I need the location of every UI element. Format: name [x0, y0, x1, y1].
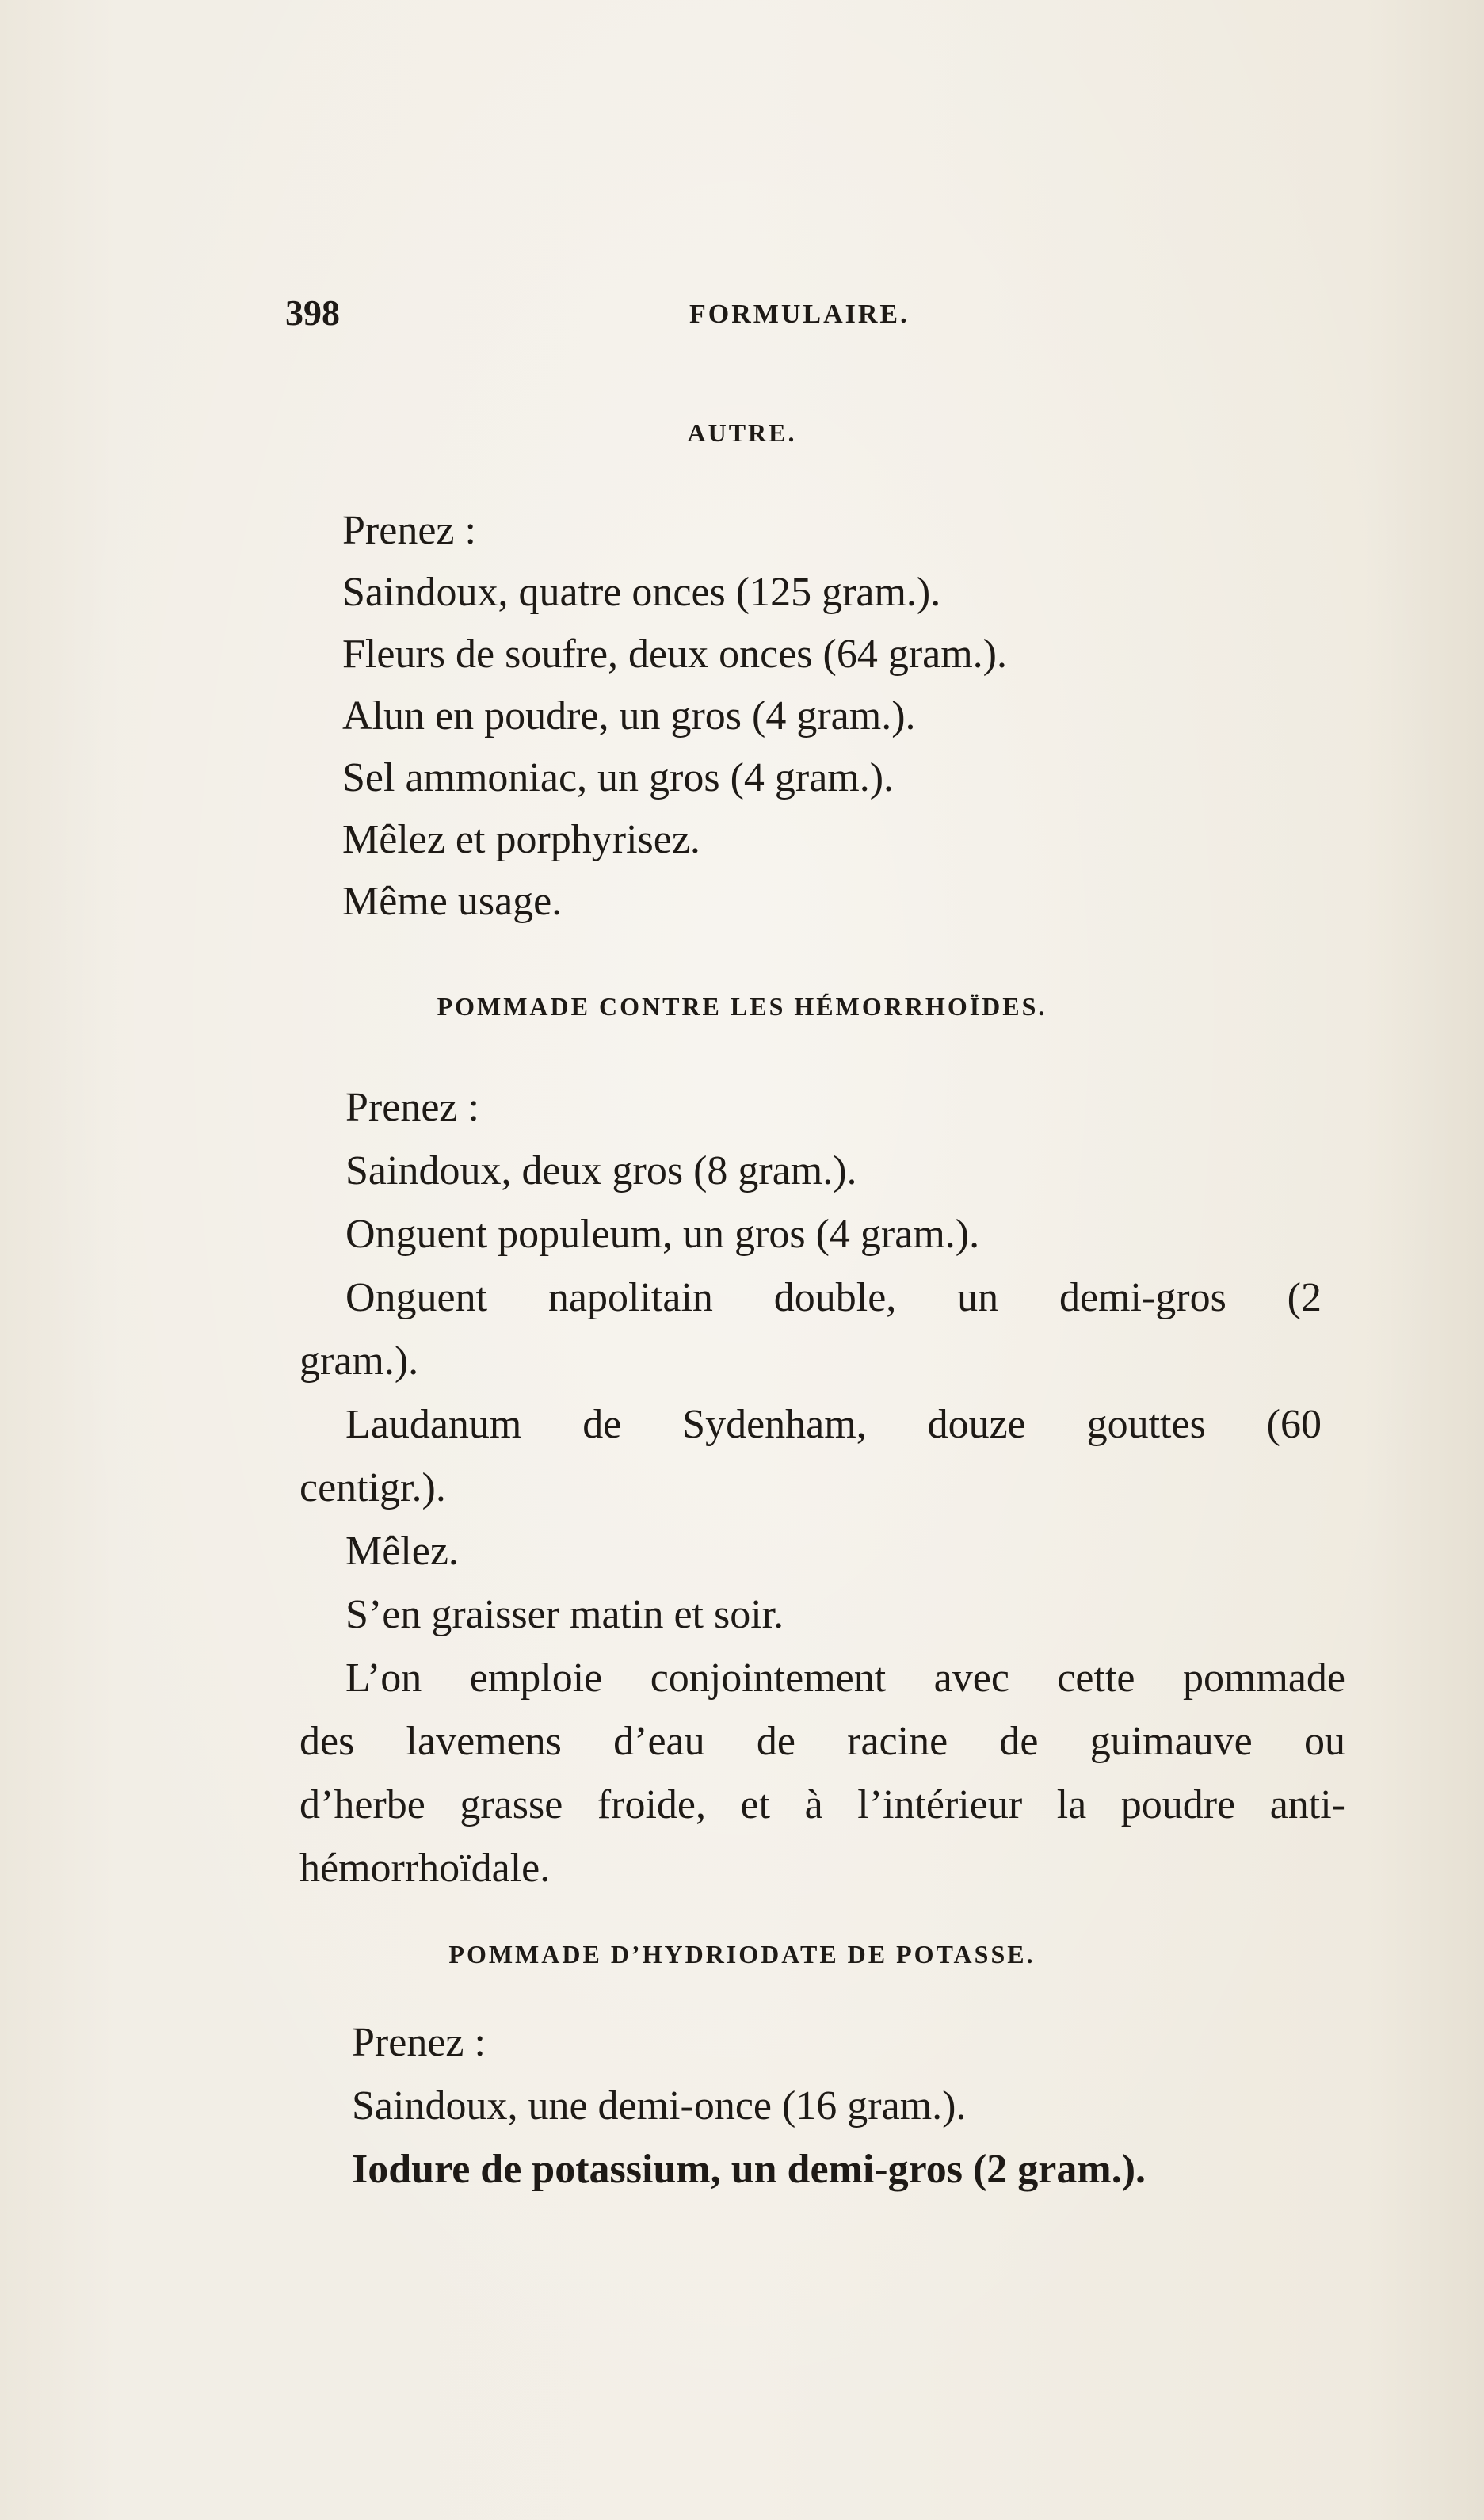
- text-line: Saindoux, quatre onces (125 gram.).: [342, 570, 941, 615]
- text-line: Mêlez et porphyrisez.: [342, 817, 700, 862]
- text-line: Prenez :: [342, 508, 476, 553]
- text-line: Iodure de potassium, un demi-gros (2 gram.).: [352, 2147, 1146, 2192]
- text-line: Prenez :: [352, 2020, 486, 2065]
- text-line: Saindoux, deux gros (8 gram.).: [345, 1148, 857, 1193]
- text-line: des lavemens d’eau de racine de guimauve ou: [299, 1719, 1345, 1764]
- text-line: Prenez :: [345, 1085, 479, 1130]
- running-head: [0, 292, 1484, 339]
- page-number: 398: [285, 292, 340, 333]
- text-line: Onguent populeum, un gros (4 gram.).: [345, 1212, 980, 1257]
- section-heading-hydriodate: POMMADE D’HYDRIODATE DE POTASSE.: [448, 1940, 1036, 1968]
- text-line: Mêlez.: [345, 1529, 459, 1574]
- text-line: Onguent napolitain double, un demi-gros (2: [345, 1275, 1322, 1320]
- text-line: Alun en poudre, un gros (4 gram.).: [342, 693, 916, 739]
- text-line: Saindoux, une demi-once (16 gram.).: [352, 2083, 967, 2129]
- section-heading-autre: AUTRE.: [687, 418, 797, 447]
- text-line: Sel ammoniac, un gros (4 gram.).: [342, 755, 895, 800]
- text-line: L’on emploie conjointement avec cette pommade: [345, 1655, 1345, 1701]
- text-line: Fleurs de soufre, deux onces (64 gram.).: [342, 632, 1007, 677]
- text-line: hémorrhoïdale.: [299, 1846, 551, 1891]
- text-line: S’en graisser matin et soir.: [345, 1592, 784, 1637]
- text-line: gram.).: [299, 1338, 419, 1384]
- text-line: Même usage.: [342, 879, 563, 924]
- text-line: d’herbe grasse froide, et à l’intérieur la poudre anti-: [299, 1782, 1345, 1827]
- section-heading-hemorrhoides: POMMADE CONTRE LES HÉMORRHOÏDES.: [437, 992, 1047, 1021]
- running-title: FORMULAIRE.: [689, 300, 910, 329]
- text-line: centigr.).: [299, 1465, 446, 1510]
- text-line: Laudanum de Sydenham, douze gouttes (60: [345, 1402, 1322, 1447]
